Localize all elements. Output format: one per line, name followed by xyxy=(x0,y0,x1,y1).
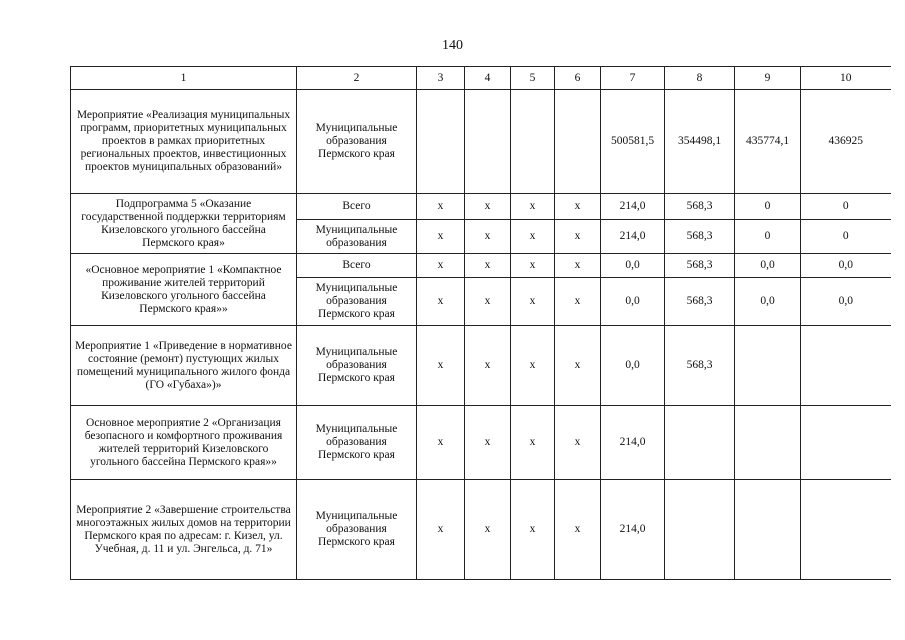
item-name-cell: Основное мероприятие 2 «Организация безопасного и комфортного проживания жителей территорий Кизеловского угольного бассейна Пермского края»» xyxy=(71,406,297,480)
value-cell: 568,3 xyxy=(665,220,735,254)
value-cell: х xyxy=(465,254,511,278)
source-cell: Муниципальные образования Пермского края xyxy=(297,278,417,326)
value-cell: х xyxy=(417,278,465,326)
item-name-cell: «Основное мероприятие 1 «Компактное проживание жителей территорий Кизеловского угольного бассейна Пермского края»» xyxy=(71,254,297,326)
item-name-cell: Мероприятие «Реализация муниципальных программ, приоритетных муниципальных проектов в рамках приоритетных региональных проектов, инвестиционных проектов муниципальных образований» xyxy=(71,90,297,194)
value-cell: х xyxy=(511,278,555,326)
value-cell: х xyxy=(511,406,555,480)
header-cell: 7 xyxy=(601,67,665,90)
value-cell xyxy=(735,406,801,480)
value-cell: 0,0 xyxy=(735,254,801,278)
header-cell: 10 xyxy=(801,67,891,90)
value-cell xyxy=(735,326,801,406)
item-name-cell: Мероприятие 2 «Завершение строительства многоэтажных жилых домов на территории Пермского края по адресам: г. Кизел, ул. Учебная, д. 11 и ул. Энгельса, д. 71» xyxy=(71,480,297,580)
value-cell: 214,0 xyxy=(601,220,665,254)
value-cell: 435774,1 xyxy=(735,90,801,194)
source-cell: Муниципальные образования Пермского края xyxy=(297,480,417,580)
value-cell: 0,0 xyxy=(601,254,665,278)
value-cell: 568,3 xyxy=(665,254,735,278)
value-cell: 214,0 xyxy=(601,480,665,580)
value-cell: х xyxy=(511,254,555,278)
source-cell: Муниципальные образования xyxy=(297,220,417,254)
value-cell: 568,3 xyxy=(665,326,735,406)
header-row xyxy=(71,67,891,90)
value-cell: х xyxy=(555,254,601,278)
header-cell: 8 xyxy=(665,67,735,90)
header-cell: 9 xyxy=(735,67,801,90)
value-cell: х xyxy=(555,326,601,406)
value-cell xyxy=(665,406,735,480)
table-row xyxy=(71,326,891,406)
source-cell: Муниципальные образования Пермского края xyxy=(297,326,417,406)
budget-table xyxy=(70,66,891,580)
value-cell: 214,0 xyxy=(601,194,665,220)
value-cell: 0,0 xyxy=(801,254,891,278)
value-cell xyxy=(801,326,891,406)
value-cell: х xyxy=(417,254,465,278)
value-cell xyxy=(511,90,555,194)
value-cell: х xyxy=(555,406,601,480)
value-cell: 500581,5 xyxy=(601,90,665,194)
value-cell: х xyxy=(417,220,465,254)
value-cell xyxy=(735,480,801,580)
header-cell: 5 xyxy=(511,67,555,90)
value-cell: х xyxy=(417,326,465,406)
value-cell: 0 xyxy=(735,220,801,254)
header-cell: 4 xyxy=(465,67,511,90)
value-cell: 0,0 xyxy=(735,278,801,326)
value-cell: 0 xyxy=(801,220,891,254)
value-cell: х xyxy=(465,220,511,254)
value-cell: х xyxy=(465,194,511,220)
value-cell: 568,3 xyxy=(665,194,735,220)
value-cell: х xyxy=(511,326,555,406)
value-cell xyxy=(665,480,735,580)
value-cell xyxy=(555,90,601,194)
item-name-cell: Подпрограмма 5 «Оказание государственной поддержки территориям Кизеловского угольного бассейна Пермского края» xyxy=(71,194,297,254)
value-cell xyxy=(465,90,511,194)
header-cell: 6 xyxy=(555,67,601,90)
value-cell: 568,3 xyxy=(665,278,735,326)
value-cell xyxy=(417,90,465,194)
value-cell: х xyxy=(465,278,511,326)
value-cell xyxy=(801,406,891,480)
value-cell: 436925 xyxy=(801,90,891,194)
table-row xyxy=(71,480,891,580)
value-cell: х xyxy=(555,220,601,254)
table-row xyxy=(71,90,891,194)
source-cell: Всего xyxy=(297,194,417,220)
value-cell: 0,0 xyxy=(601,326,665,406)
value-cell: 0,0 xyxy=(801,278,891,326)
table-row xyxy=(71,406,891,480)
table-row xyxy=(71,194,891,220)
value-cell xyxy=(801,480,891,580)
header-cell: 2 xyxy=(297,67,417,90)
item-name-cell: Мероприятие 1 «Приведение в нормативное состояние (ремонт) пустующих жилых помещений муниципального жилого фонда (ГО «Губаха»)» xyxy=(71,326,297,406)
value-cell: х xyxy=(555,194,601,220)
value-cell: х xyxy=(555,278,601,326)
value-cell: х xyxy=(417,406,465,480)
value-cell: х xyxy=(417,480,465,580)
table-row xyxy=(71,254,891,278)
value-cell: х xyxy=(465,326,511,406)
value-cell: 214,0 xyxy=(601,406,665,480)
value-cell: х xyxy=(555,480,601,580)
value-cell: 0 xyxy=(801,194,891,220)
source-cell: Муниципальные образования Пермского края xyxy=(297,90,417,194)
page-number: 140 xyxy=(442,38,463,53)
header-cell: 1 xyxy=(71,67,297,90)
value-cell: х xyxy=(417,194,465,220)
value-cell: х xyxy=(465,406,511,480)
value-cell: х xyxy=(511,220,555,254)
value-cell: х xyxy=(511,480,555,580)
header-cell: 3 xyxy=(417,67,465,90)
value-cell: х xyxy=(511,194,555,220)
value-cell: х xyxy=(465,480,511,580)
value-cell: 0,0 xyxy=(601,278,665,326)
value-cell: 0 xyxy=(735,194,801,220)
source-cell: Муниципальные образования Пермского края xyxy=(297,406,417,480)
value-cell: 354498,1 xyxy=(665,90,735,194)
source-cell: Всего xyxy=(297,254,417,278)
